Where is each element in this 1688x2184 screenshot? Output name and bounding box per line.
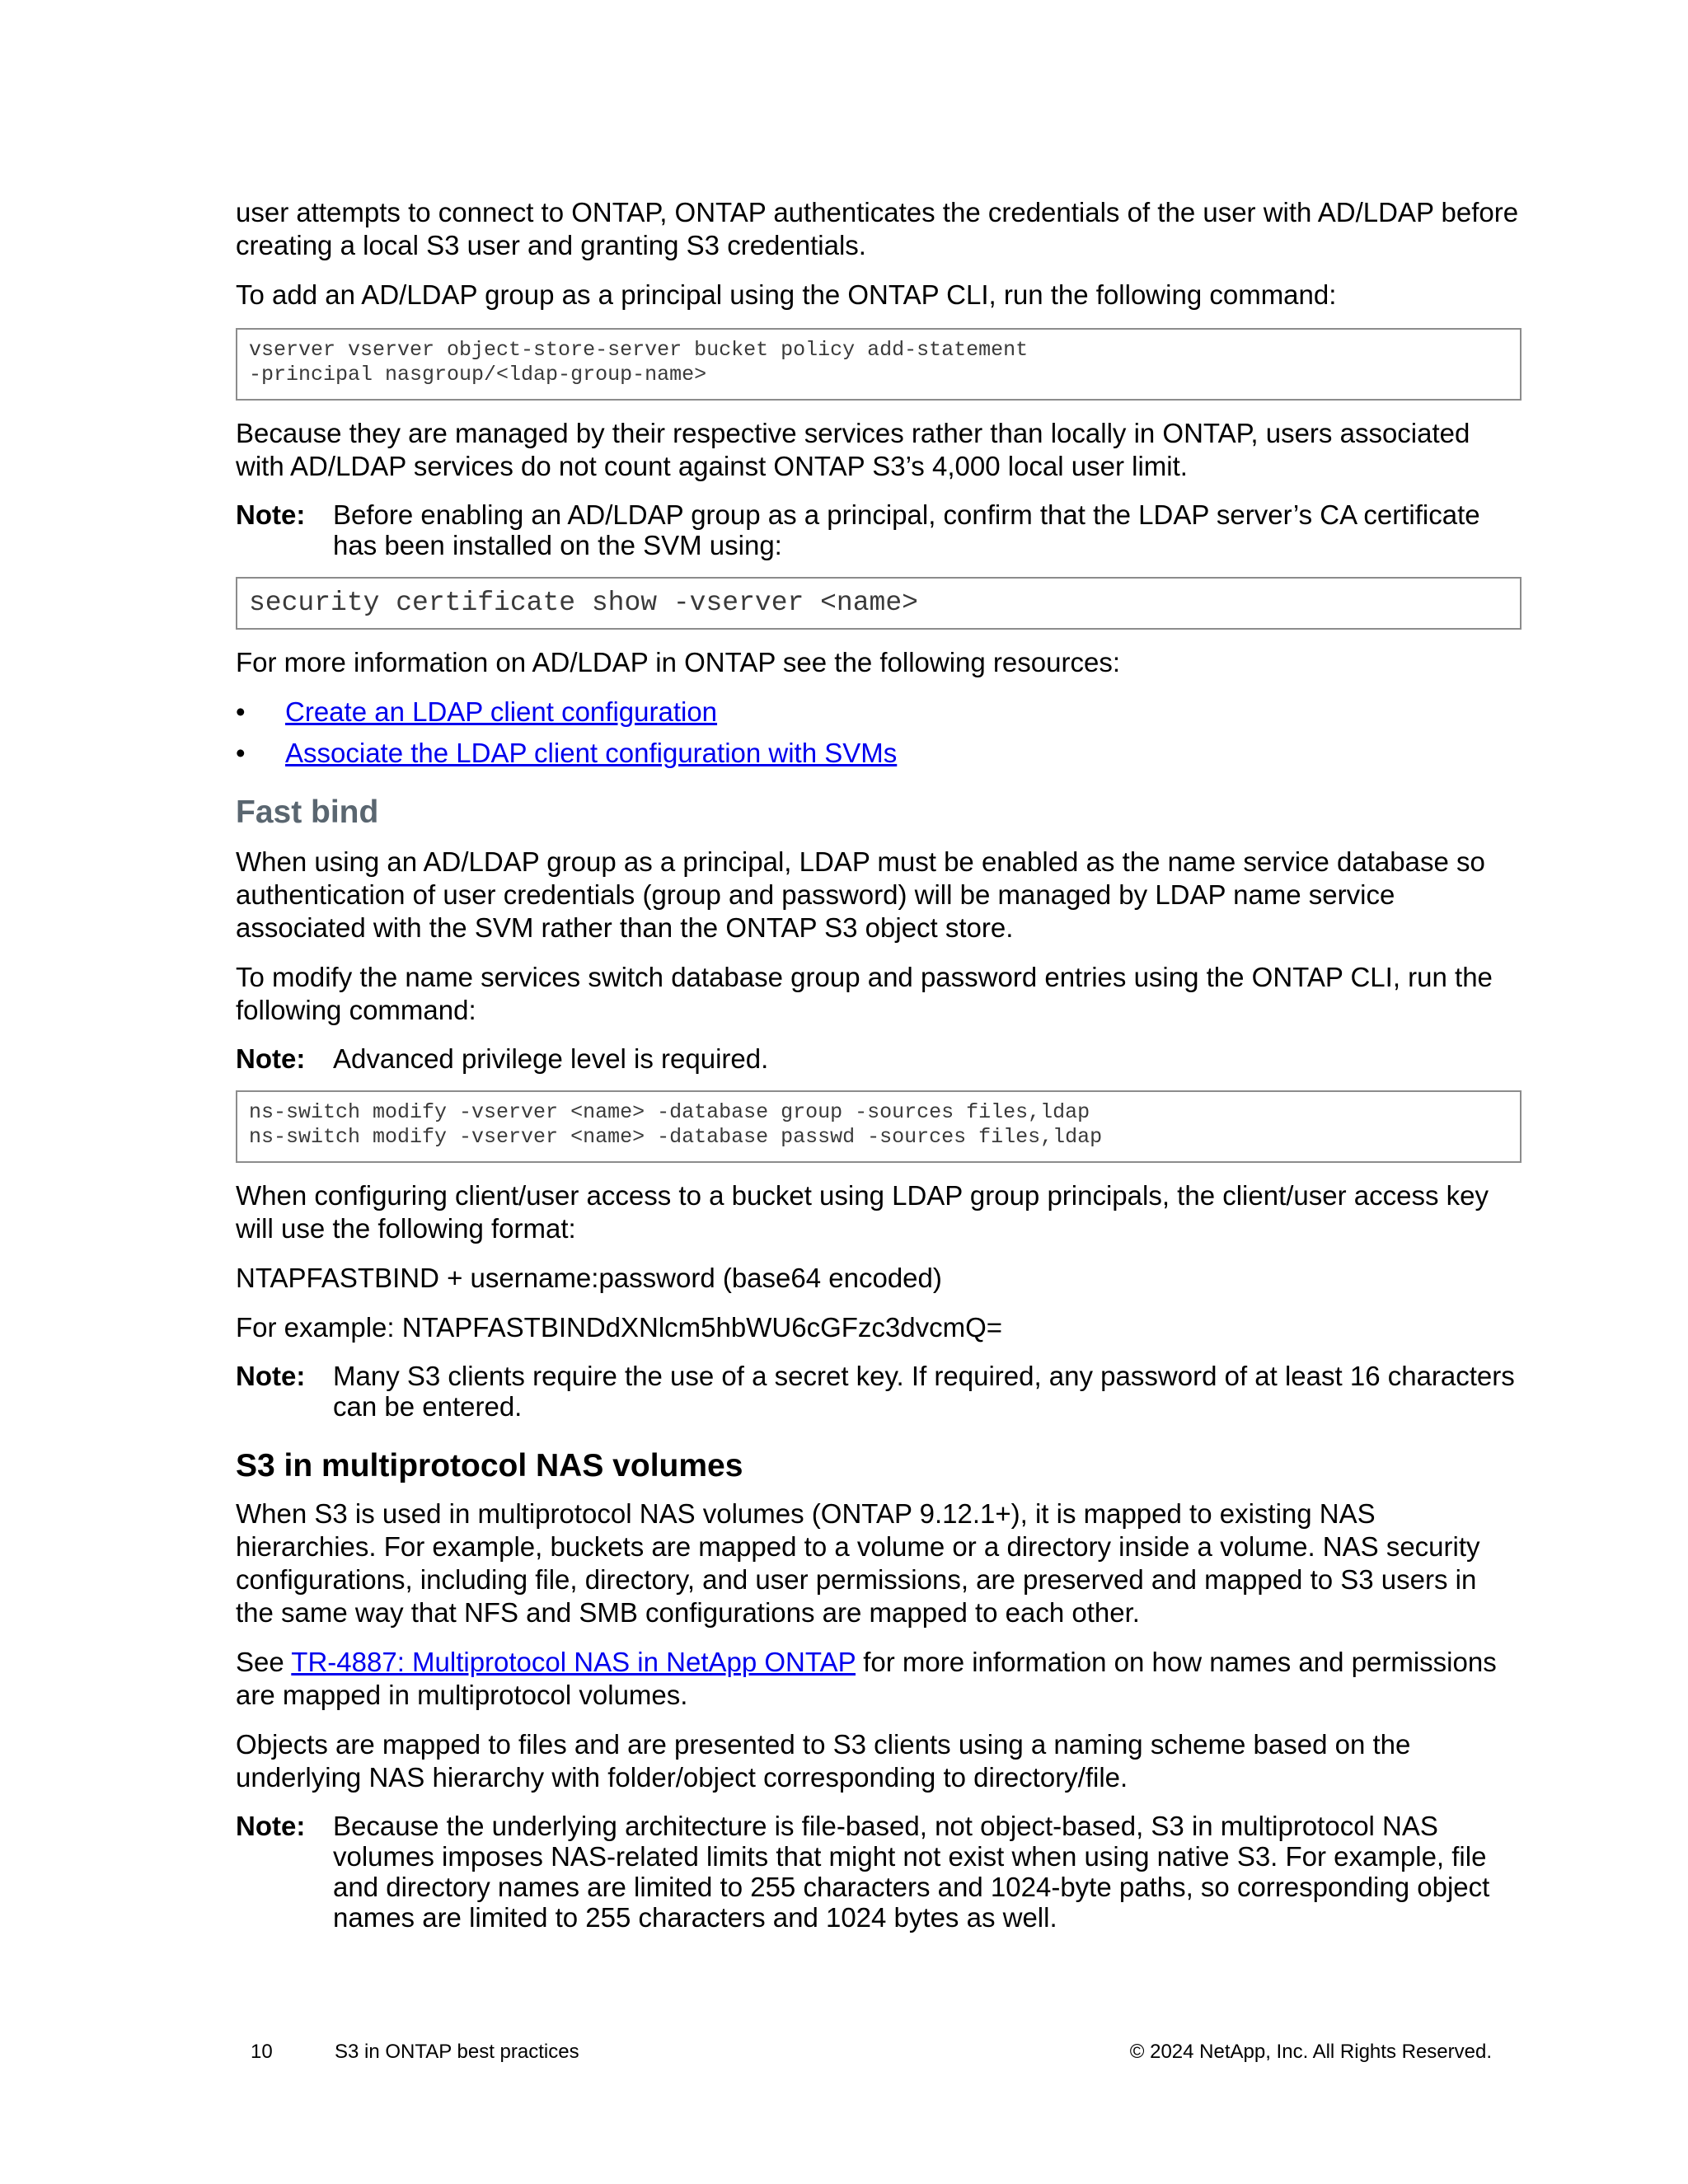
code-line: -principal nasgroup/<ldap-group-name> [249, 363, 707, 387]
intro-paragraph: user attempts to connect to ONTAP, ONTAP authenticates the credentials of the user with AD/LDAP before creating a local S3 user and granting S3 credentials. [236, 197, 1519, 260]
page-number: 10 [251, 2041, 273, 2063]
add-group-paragraph: To add an AD/LDAP group as a principal using the ONTAP CLI, run the following command: [236, 279, 1337, 310]
note-text: Advanced privilege level is required. [333, 1043, 769, 1074]
multiprotocol-heading: S3 in multiprotocol NAS volumes [236, 1448, 743, 1483]
note-text: Because the underlying architecture is file-based, not object-based, S3 in multiprotocol NAS volumes imposes NAS-related limits that might not exist when using native S3. For example, file and directory names are limited to 255 characters and 1024-byte paths, so corresponding object names are limited to 255 characters and 1024 bytes as well. [333, 1811, 1490, 1933]
objects-mapped-paragraph: Objects are mapped to files and are presented to S3 clients using a naming scheme based on the underlying NAS hierarchy with folder/object corresponding to directory/file. [236, 1729, 1411, 1793]
privilege-note [236, 1043, 1522, 1074]
fast-bind-heading: Fast bind [236, 794, 379, 830]
code-line: vserver vserver object-store-server bucket policy add-statement [249, 338, 1029, 362]
see-reference-paragraph [236, 1646, 1522, 1712]
multiprotocol-paragraph: When S3 is used in multiprotocol NAS volumes (ONTAP 9.12.1+), it is mapped to existing NAS hierarchies. For example, buckets are mapped to a volume or a directory inside a volume. NAS security configurations, including file, directory, and user permissions, are preserved and mapped to S3 users in the same way that NFS and SMB configurations are mapped to each other. [236, 1498, 1480, 1628]
see-prefix: See [236, 1647, 284, 1677]
footer-copyright: © 2024 NetApp, Inc. All Rights Reserved. [1129, 2041, 1492, 2063]
list-item [236, 696, 1522, 729]
page-content [236, 196, 1522, 1949]
managed-paragraph: Because they are managed by their respective services rather than locally in ONTAP, users associated with AD/LDAP services do not count against ONTAP S3’s 4,000 local user limit. [236, 418, 1470, 481]
more-info-paragraph: For more information on AD/LDAP in ONTAP see the following resources: [236, 647, 1120, 677]
fast-bind-paragraph: When using an AD/LDAP group as a principal, LDAP must be enabled as the name service database so authentication of user credentials (group and password) will be managed by LDAP name service associated with the SVM rather than the ONTAP S3 object store. [236, 846, 1485, 943]
associate-ldap-svm-link[interactable]: Associate the LDAP client configuration with SVMs [285, 738, 898, 768]
note-label: Note: [236, 1043, 306, 1074]
bullet-icon: • [236, 696, 246, 727]
list-item [236, 737, 1522, 770]
ca-cert-note [236, 499, 1522, 560]
code-line: ns-switch modify -vserver <name> -database passwd -sources files,ldap [249, 1125, 1103, 1149]
note-label: Note: [236, 1811, 306, 1841]
code-line: ns-switch modify -vserver <name> -database group -sources files,ldap [249, 1100, 1090, 1124]
note-label: Note: [236, 499, 306, 530]
footer-doc-title: S3 in ONTAP best practices [335, 2041, 579, 2063]
ldap-client-config-link[interactable]: Create an LDAP client configuration [285, 696, 718, 727]
tr-4887-link[interactable]: TR-4887: Multiprotocol NAS in NetApp ONTAP [291, 1647, 856, 1677]
bullet-icon: • [236, 738, 246, 768]
file-based-note [236, 1811, 1522, 1933]
ns-switch-code-block [236, 1090, 1522, 1163]
see-suffix: for more information on how names and permissions are mapped in multiprotocol volumes. [236, 1647, 1497, 1710]
access-key-paragraph: When configuring client/user access to a bucket using LDAP group principals, the client/user access key will use the following format: [236, 1180, 1489, 1244]
add-statement-code-block [236, 328, 1522, 401]
note-text: Before enabling an AD/LDAP group as a principal, confirm that the LDAP server’s CA certificate has been installed on the SVM using: [333, 499, 1480, 560]
resource-link-list [236, 696, 1522, 770]
code-line: security certificate show -vserver <name> [249, 588, 918, 618]
secret-key-note [236, 1361, 1522, 1422]
access-key-example: For example: NTAPFASTBINDdXNlcm5hbWU6cGFzc3dvcmQ= [236, 1312, 1003, 1343]
note-label: Note: [236, 1361, 306, 1391]
cert-show-code-block [236, 577, 1522, 630]
ns-switch-intro-paragraph: To modify the name services switch database group and password entries using the ONTAP CLI, run the following command: [236, 962, 1493, 1025]
note-text: Many S3 clients require the use of a secret key. If required, any password of at least 16 characters can be entered. [333, 1361, 1515, 1422]
access-key-format: NTAPFASTBIND + username:password (base64 encoded) [236, 1263, 942, 1293]
